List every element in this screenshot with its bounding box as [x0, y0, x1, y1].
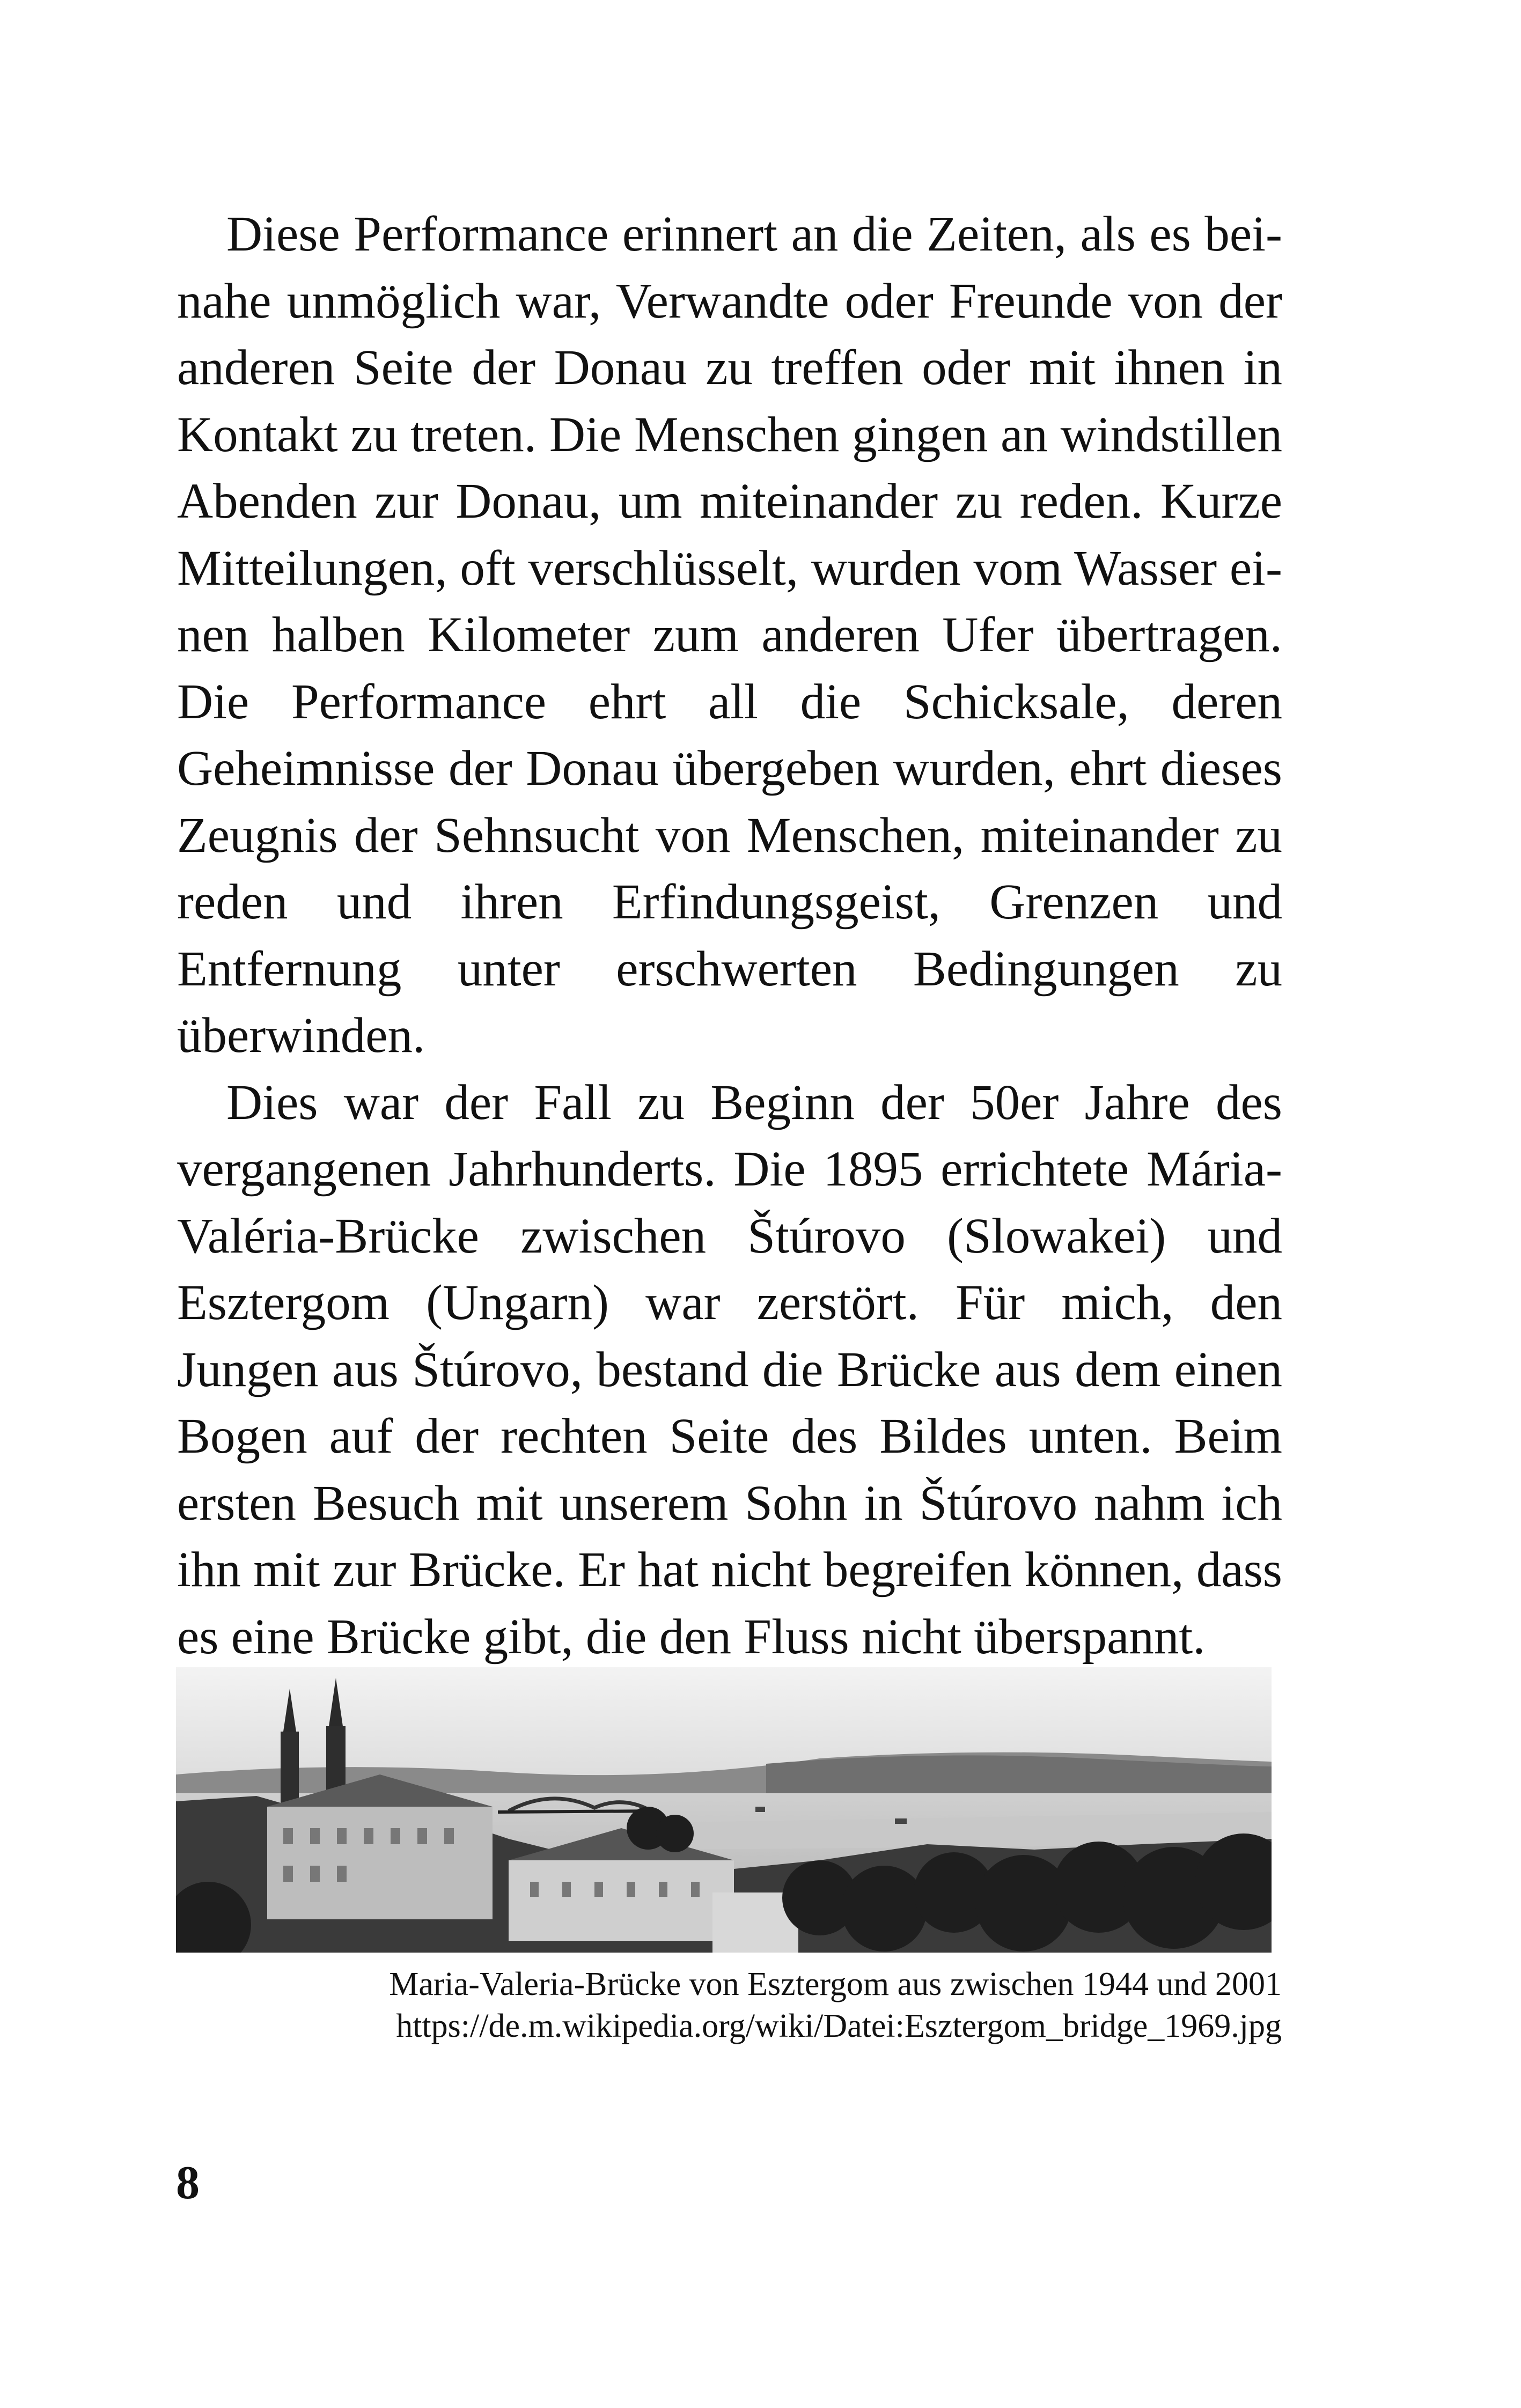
caption-line-1: Maria-Valeria-Brücke von Esztergom aus zwischen 1944 und 2001	[389, 1966, 1282, 2002]
page-number: 8	[176, 2157, 200, 2209]
bridge-photo-drawing	[176, 1667, 1272, 1953]
body-text	[177, 201, 1282, 1670]
paragraph-1: Diese Performance erinnert an die Zeiten, als es beinahe unmöglich war, Verwandte oder Freunde von der anderen Seite der Donau zu treffen oder mit ihnen in Kontakt zu treten. Die Menschen gingen an windstillen Abenden zur Donau, um miteinander zu reden. Kurze Mitteilungen, oft verschlüsselt, wurden vom Wasser einen halben Kilometer zum anderen Ufer übertragen. Die Performance ehrt all die Schicksale, deren Geheimnisse der Donau übergeben wurden, ehrt dieses Zeugnis der Sehnsucht von Menschen, miteinander zu reden und ihren Erfindungsgeist, Grenzen und Entfernung unter erschwerten Bedingungen zu überwinden.	[177, 207, 1282, 1063]
bridge-photo	[176, 1667, 1272, 1953]
paragraph-2: Dies war der Fall zu Beginn der 50er Jahre des vergangenen Jahrhunderts. Die 1895 errichtete Mária-Valéria-Brücke zwischen Štúrovo (Slowakei) und Esztergom (Ungarn) war zerstört. Für mich, den Jungen aus Štúrovo, bestand die Brücke aus dem einen Bogen auf der rechten Seite des Bildes unten. Beim ersten Besuch mit unserem Sohn in Štúrovo nahm ich ihn mit zur Brücke. Er hat nicht begreifen können, dass es eine Brücke gibt, die den Fluss nicht überspannt.	[177, 1074, 1282, 1665]
caption-source-url: https://de.m.wikipedia.org/wiki/Datei:Esztergom_bridge_1969.jpg	[396, 2008, 1282, 2044]
figure-caption	[389, 1963, 1282, 2047]
